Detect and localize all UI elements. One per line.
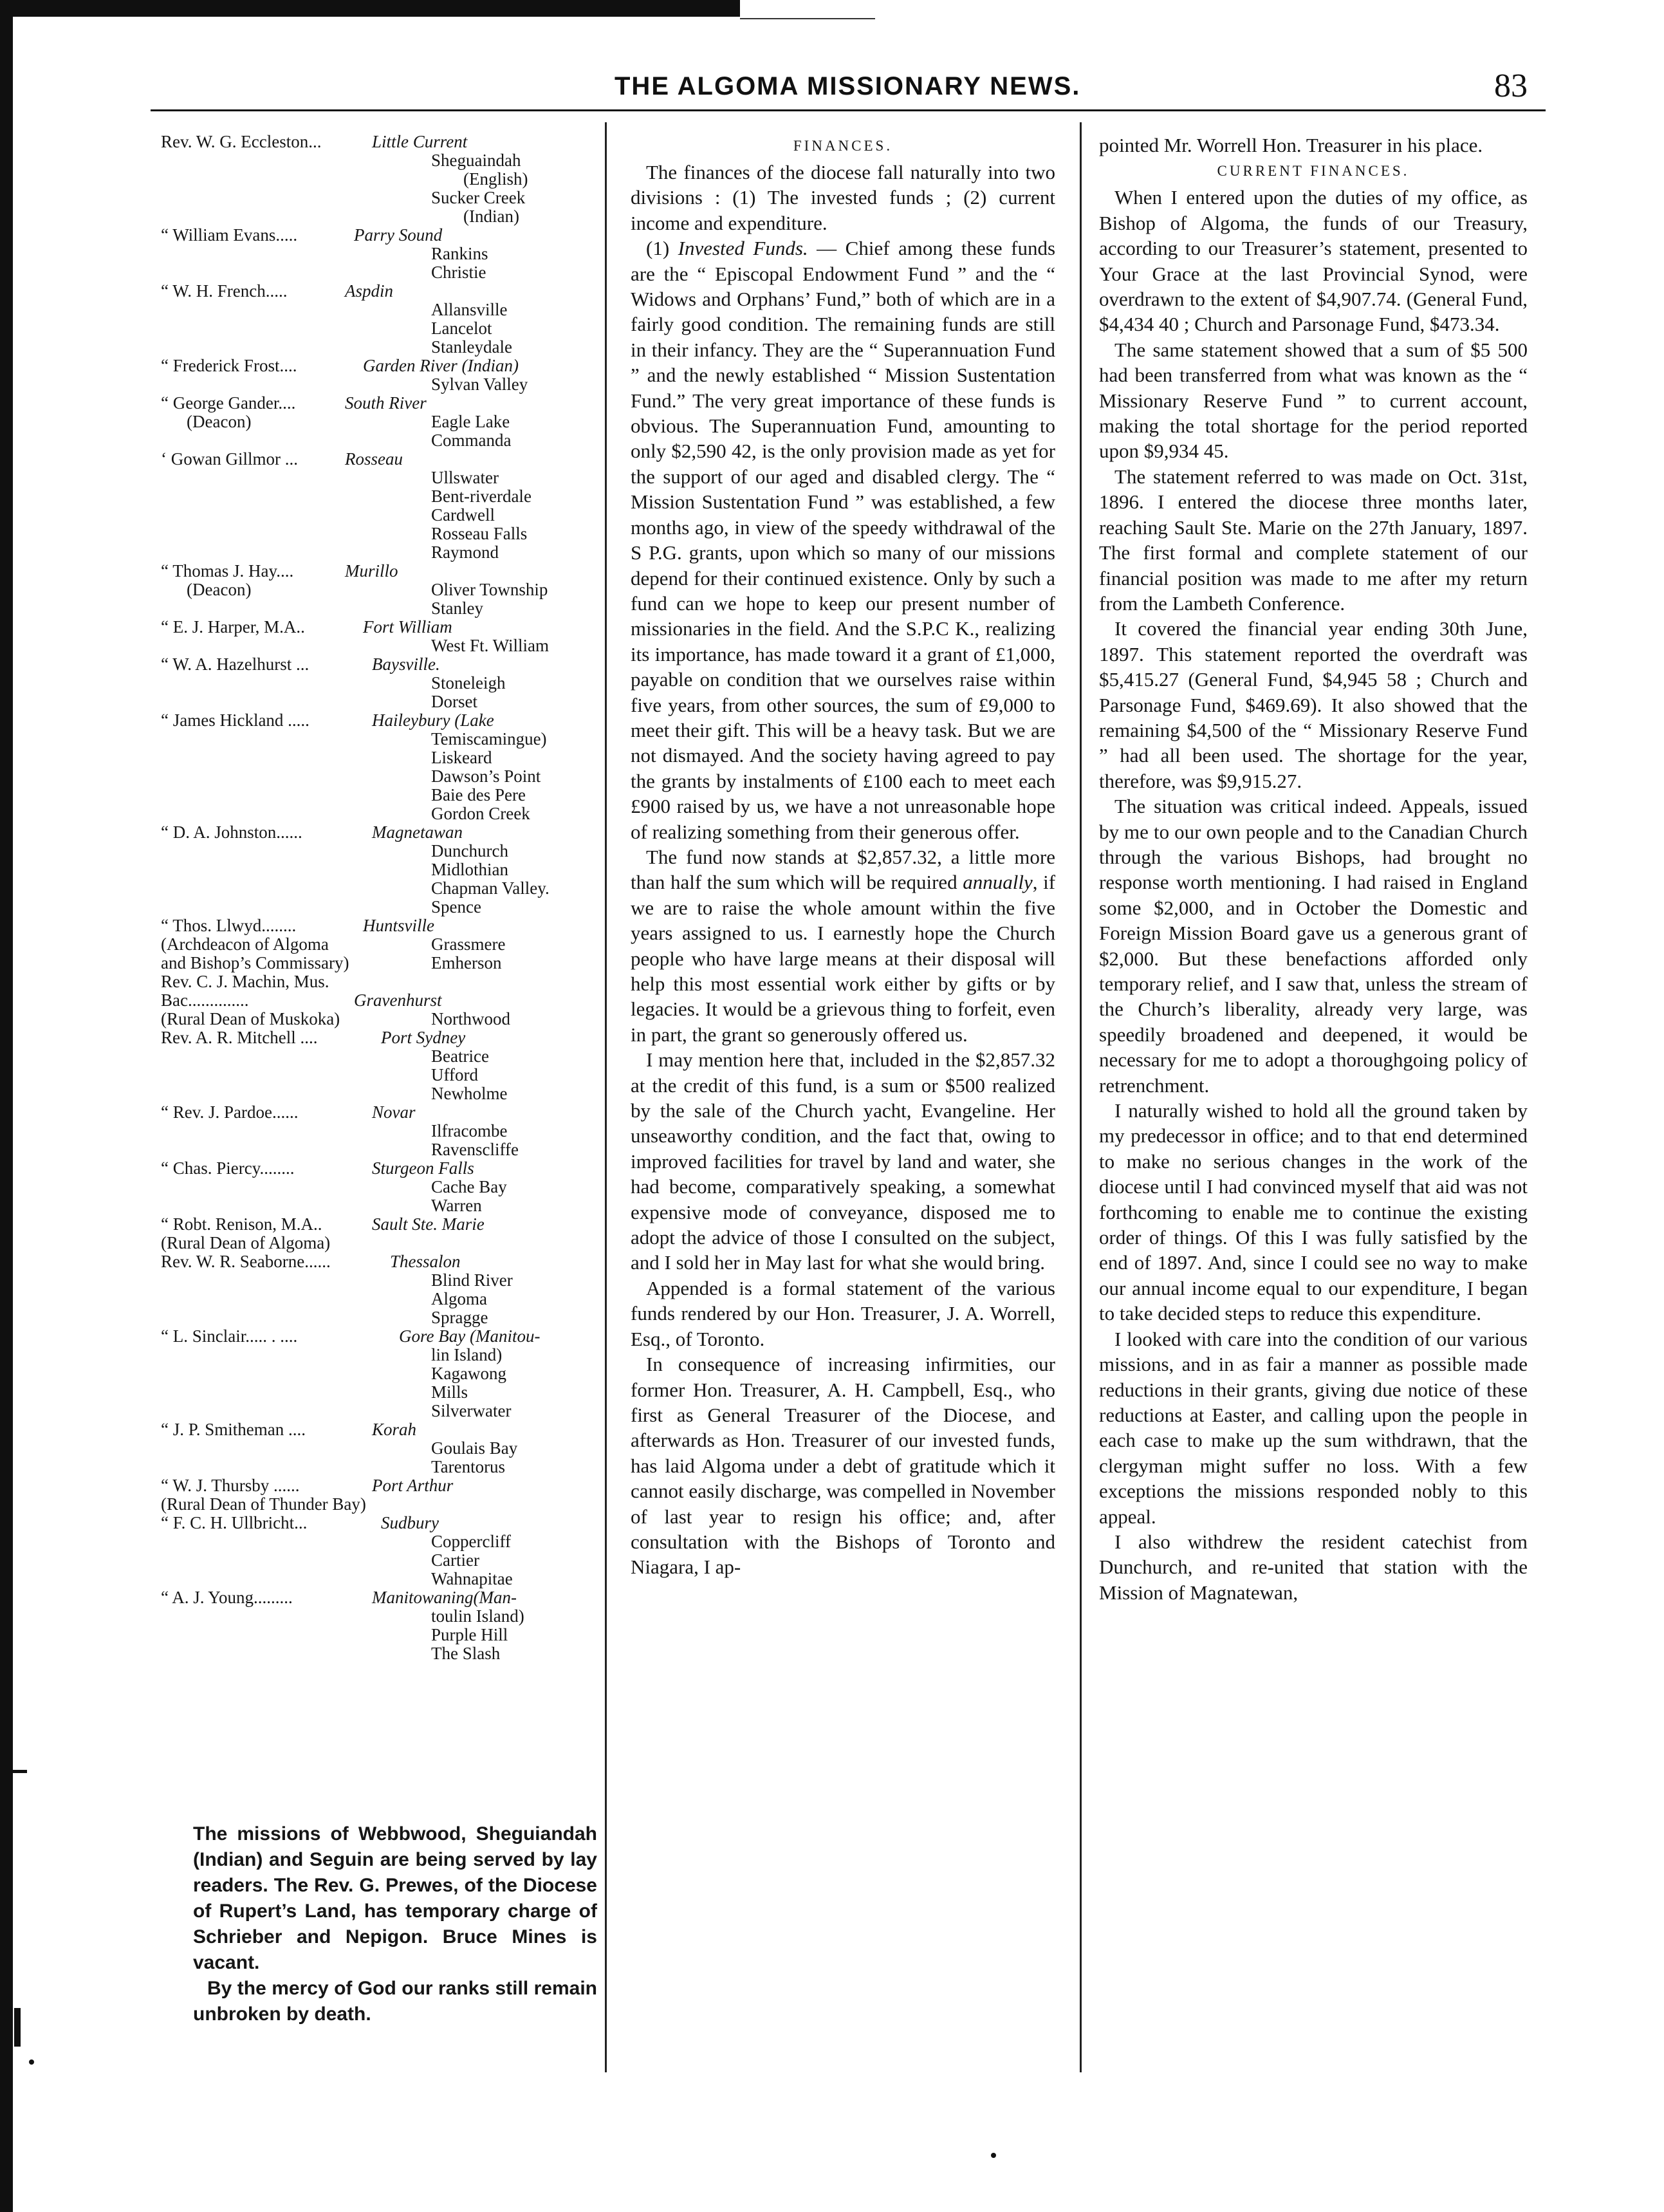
paragraph: pointed Mr. Worrell Hon. Treasurer in his place.: [1099, 134, 1483, 156]
clergy-name: “ Rev. J. Pardoe......: [161, 1102, 299, 1122]
mission-entry: [161, 1103, 605, 1159]
mission-place: Fort William: [363, 617, 452, 637]
clergy-name: “ F. C. H. Ullbricht...: [161, 1513, 308, 1532]
clergy-title: (Deacon): [187, 412, 252, 431]
mission-place: Sturgeon Falls: [372, 1158, 474, 1178]
paragraph: The statement referred to was made on Oct. 31st, 1896. I entered the diocese three months later, reaching Sault Ste. Marie on the 27th January, 1897. The first formal and complete statement of our financial position was made to me after my return from the Lambeth Conference.: [1099, 465, 1528, 615]
clergy-name: “ Robt. Renison, M.A..: [161, 1214, 322, 1234]
mission-place: (Indian): [463, 207, 519, 226]
mission-place: lin Island): [431, 1345, 503, 1364]
stray-dot: [29, 2059, 34, 2065]
clergy-name: “ James Hickland .....: [161, 711, 310, 730]
mission-place: Spence: [431, 897, 481, 916]
mission-place: Magnetawan: [372, 823, 463, 842]
clergy-name: “ W. J. Thursby ......: [161, 1476, 300, 1495]
mission-place: South River: [345, 393, 427, 413]
paragraph: I looked with care into the condition of our various missions, and in as fair a manner as possible made reductions in their grants, giving due notice of these reductions at Easter, and calling upon the people in each case to make up the sum withdrawn, that the clergyman might suffer no loss. With a few exceptions the missions responded nobly to this appeal.: [1099, 1327, 1528, 1528]
running-head: THE ALGOMA MISSIONARY NEWS.: [615, 72, 1081, 100]
mission-place: Sudbury: [381, 1513, 439, 1532]
mission-entry: [161, 1028, 605, 1103]
paragraph: I naturally wished to hold all the ground taken by my predecessor in office; and to that end determined to make no serious changes in the work of the diocese until I had convinced myself that aid was not forthcoming to enable me to continue the existing order of things. Of this I was fully satisfied by the end of 1897. And, since I could see no way to make our annual income equal to our expenditure, I began to take decided steps to reduce this expenditure.: [1099, 1099, 1528, 1325]
italic-phrase: annually: [963, 871, 1033, 894]
mission-entry: [161, 394, 605, 450]
paragraph: In consequence of increasing infirmities, our former Hon. Treasurer, A. H. Campbell, Esq., who first as General Treasurer of the Diocese, and afterwards as Hon. Treasurer of our invested funds, has laid Algoma under a debt of gratitude which it cannot easily discharge, was compelled in November of last year to resign his office; and, after consultation with the Bishops of Toronto and Niagara, I ap-: [631, 1353, 1055, 1579]
mission-place: (English): [463, 169, 528, 189]
mission-place: Garden River (Indian): [363, 356, 519, 375]
paragraph: I may mention here that, included in the $2,857.32 at the credit of this fund, is a sum or $500 realized by the sale of the Church yacht, Evangeline. Her unseaworthy condition, and the fact that, owing to improved facilities for travel by land and water, she had become, comparatively speaking, a somewhat expensive mode of conveyance, disposed me to adopt the advice of those I consulted on the subject, and I sold her in May last for what she would bring.: [631, 1048, 1055, 1274]
mission-place: toulin Island): [431, 1606, 524, 1626]
missions-list: [161, 133, 605, 1806]
paragraph: Appended is a formal statement of the various funds rendered by our Hon. Treasurer, J. A. Worrell, Esq., of Toronto.: [631, 1276, 1055, 1350]
mission-place: Cardwell: [431, 505, 495, 525]
margin-mark: [13, 1770, 27, 1773]
mission-place: Midlothian: [431, 860, 508, 879]
mission-entry: [161, 357, 605, 394]
header-rule: [151, 109, 1546, 111]
mission-place: Aspdin: [345, 281, 394, 301]
mission-place: Chapman Valley.: [431, 878, 550, 898]
current-finances-column: [1099, 133, 1528, 1605]
mission-entry: [161, 226, 605, 282]
clergy-name: “ Thomas J. Hay....: [161, 561, 294, 581]
mission-place: Dawson’s Point: [431, 767, 541, 786]
mission-entry: [161, 916, 605, 972]
paragraph: I also withdrew the resident catechist from Dunchurch, and re-united that station with the Mission of Magnatewan,: [1099, 1530, 1528, 1604]
mission-place: Cartier: [431, 1550, 479, 1570]
mission-place: Stanley: [431, 599, 483, 618]
clergy-name: “ William Evans.....: [161, 225, 298, 245]
mission-entry: [161, 1215, 605, 1252]
mission-place: Silverwater: [431, 1401, 512, 1420]
mission-place: Oliver Township: [431, 580, 548, 599]
mission-place: Raymond: [431, 543, 499, 562]
mission-place: Sucker Creek: [431, 188, 526, 207]
mission-place: West Ft. William: [431, 636, 549, 655]
mission-place: Ullswater: [431, 468, 499, 487]
mission-place: Purple Hill: [431, 1625, 508, 1644]
clergy-title: (Archdeacon of Algoma: [161, 934, 329, 954]
mission-place: Baie des Pere: [431, 785, 526, 804]
mission-entry: [161, 823, 605, 916]
mission-entry: [161, 1159, 605, 1215]
top-thin-rule: [740, 18, 875, 19]
mission-place: Sault Ste. Marie: [372, 1214, 485, 1234]
clergy-name: “ Thos. Llwyd........: [161, 916, 297, 935]
clergy-title: (Deacon): [187, 580, 252, 599]
finances-column: [631, 133, 1055, 1580]
mission-place: Bent-riverdale: [431, 487, 532, 506]
paragraph: The situation was critical indeed. Appeals, issued by me to our own people and to the Canadian Church through the various Bishops, had brought no response worth mentioning. I had raised in England some $2,000, and in October the Domestic and Foreign Mission Board gave us a generous grant of $2,000. But these benefactions afforded only temporary relief, and I saw that, unless the stream of the Church’s liberality, already very large, was speedily broadened and deepened, it would be necessary for me to adopt a thoroughgoing policy of retrenchment.: [1099, 795, 1528, 1097]
clergy-name: “ W. A. Hazelhurst ...: [161, 655, 310, 674]
mission-entry: [161, 1252, 605, 1327]
mission-place: Northwood: [431, 1009, 510, 1028]
clergy-title: and Bishop’s Commissary): [161, 953, 349, 972]
clergy-name: “ Chas. Piercy........: [161, 1158, 295, 1178]
mission-place: Sylvan Valley: [431, 375, 528, 394]
clergy-name: “ A. J. Young.........: [161, 1588, 293, 1607]
mission-place: Ilfracombe: [431, 1121, 508, 1140]
paragraph: The fund now stands at $2,857.32, a little more than half the sum which will be required annually, if we are to raise the whole amount within the five years assigned to us. I earnestly hope the Church people who have large means at their disposal will help this most essential work either by gifts or by legacies. It would be a grievous thing to forfeit, even in part, the grant so generously offered us.: [631, 845, 1056, 1046]
mission-place: Beatrice: [431, 1046, 489, 1066]
paragraph: (1) Invested Funds. — Chief among these funds are the “ Episcopal Endowment Fund ” and the “ Widows and Orphans’ Fund,” both of which are in a fairly good condition. The remaining funds are still in their infancy. They are the “ Superannuation Fund ” and the newly established “ Mission Sustentation Fund.” The very great importance of these funds is obvious. The Superannuation Fund, amounting to only $2,590 42, is the only provision made as yet for the support of our aged and disabled clergy. The “ Mission Sustentation Fund ” was established, a few months ago, in view of the speedy withdrawal of the S P.G. grants, upon which so many of our missions depend for their continued existence. Only by such a fund can we hope to keep our present number of missionaries in the field. And the S.P.C K., realizing its importance, has made toward it a grant of £1,000, payable on condition that we ourselves raise within five years, from other sources, the sum of £9,000 to meet their gift. This will be a heavy task. But we are not dismayed. And the society having agreed to pay the grants by instalments of £100 each to meet each £900 raised by us, we have a not unreasonable hope of realizing something from their generous offer.: [631, 237, 1056, 843]
clergy-name: Rev. C. J. Machin, Mus.: [161, 972, 329, 991]
stray-dot: [991, 2153, 996, 2158]
missions-list-footer: [193, 1821, 597, 2027]
top-border-rule: [0, 0, 740, 17]
clergy-name: “ L. Sinclair..... . ....: [161, 1326, 298, 1346]
clergy-name: Rev. A. R. Mitchell ....: [161, 1028, 318, 1047]
paragraph: It covered the financial year ending 30th June, 1897. This statement reported the overdraft was $5,415.27 (General Fund, $4,945 58 ; Church and Parsonage Fund, $469.69). It also showed that the remaining $4,500 of the “ Missionary Reserve Fund ” had all been used. The shortage for the year, therefore, was $9,915.27.: [1099, 617, 1528, 792]
column-divider: [605, 122, 607, 2072]
mission-place: Lancelot: [431, 319, 492, 338]
mission-entry: [161, 655, 605, 711]
mission-place: Stoneleigh: [431, 673, 506, 692]
mission-entry: [161, 1420, 605, 1476]
mission-place: Commanda: [431, 431, 512, 450]
clergy-name: ‘ Gowan Gillmor ...: [161, 449, 298, 469]
clergy-name: Rev. W. G. Eccleston...: [161, 132, 322, 151]
mission-place: Gravenhurst: [354, 990, 442, 1010]
footer-paragraph: The missions of Webbwood, Sheguiandah (Indian) and Seguin are being served by lay readers. The Rev. G. Prewes, of the Diocese of Rupert’s Land, has temporary charge of Schrieber and Nepigon. Bruce Mines is vacant.: [193, 1823, 597, 1973]
mission-place: Grassmere: [431, 934, 506, 954]
mission-place: Temiscamingue): [431, 729, 547, 748]
mission-place: Eagle Lake: [431, 412, 510, 431]
clergy-name: “ George Gander....: [161, 393, 296, 413]
mission-place: Novar: [372, 1102, 416, 1122]
mission-place: Goulais Bay: [431, 1438, 518, 1458]
paragraph: The same statement showed that a sum of $5 500 had been transferred from what was known as the “ Missionary Reserve Fund ” to current account, making the total shortage for the period reported upon $9,934 45.: [1099, 338, 1528, 463]
mission-entry: [161, 1588, 605, 1663]
mission-place: Newholme: [431, 1084, 508, 1103]
column-divider: [1080, 122, 1082, 2072]
clergy-name: “ W. H. French.....: [161, 281, 288, 301]
mission-place: Thessalon: [390, 1252, 461, 1271]
mission-place: Ravenscliffe: [431, 1140, 519, 1159]
clergy-name: Bac..............: [161, 990, 249, 1010]
section-heading: CURRENT FINANCES.: [1217, 163, 1410, 180]
mission-place: Kagawong: [431, 1364, 506, 1383]
clergy-name: “ E. J. Harper, M.A..: [161, 617, 305, 637]
mission-place: Allansville: [431, 300, 508, 319]
mission-entry: [161, 618, 605, 655]
mission-place: Christie: [431, 263, 486, 282]
paragraph: When I entered upon the duties of my office, as Bishop of Algoma, the funds of our Treasury, according to our Treasurer’s statement, presented to Your Grace at the last Provincial Synod, were overdrawn to the extent of $4,907.74. (General Fund, $4,434 40 ; Church and Parsonage Fund, $473.34.: [1099, 186, 1528, 336]
mission-place: Dorset: [431, 692, 477, 711]
margin-mark: [14, 2008, 21, 2047]
clergy-name: “ D. A. Johnston......: [161, 823, 302, 842]
mission-entry: [161, 133, 605, 226]
mission-place: Murillo: [345, 561, 398, 581]
mission-place: Spragge: [431, 1308, 488, 1327]
mission-place: Ufford: [431, 1065, 478, 1084]
mission-place: Algoma: [431, 1289, 487, 1308]
mission-place: Baysville.: [372, 655, 440, 674]
mission-place: Dunchurch: [431, 841, 508, 860]
mission-place: Rosseau: [345, 449, 403, 469]
mission-place: Manitowaning(Man-: [372, 1588, 517, 1607]
mission-entry: [161, 972, 605, 991]
mission-place: Emherson: [431, 953, 502, 972]
mission-place: Port Arthur: [372, 1476, 454, 1495]
mission-place: Wahnapitae: [431, 1569, 513, 1588]
clergy-name: “ Frederick Frost....: [161, 356, 297, 375]
mission-place: Gore Bay (Manitou-: [399, 1326, 541, 1346]
clergy-name: Rev. W. R. Seaborne......: [161, 1252, 331, 1271]
page-number: 83: [1494, 68, 1528, 104]
clergy-title: (Rural Dean of Thunder Bay): [161, 1494, 366, 1514]
clergy-title: (Rural Dean of Muskoka): [161, 1009, 340, 1028]
clergy-name: “ J. P. Smitheman ....: [161, 1420, 306, 1439]
mission-place: Warren: [431, 1196, 482, 1215]
italic-phrase: Invested Funds.: [678, 237, 808, 260]
mission-entry: [161, 991, 605, 1028]
mission-place: Tarentorus: [431, 1457, 506, 1476]
mission-place: The Slash: [431, 1644, 501, 1663]
mission-entry: [161, 282, 605, 357]
mission-entry: [161, 711, 605, 823]
mission-place: Sheguaindah: [431, 151, 521, 170]
paragraph: The finances of the diocese fall naturally into two divisions : (1) The invested funds ; (2) current income and expenditure.: [631, 161, 1055, 234]
mission-place: Gordon Creek: [431, 804, 530, 823]
footer-paragraph: By the mercy of God our ranks still remain unbroken by death.: [193, 1978, 597, 2025]
left-margin-rule: [0, 0, 13, 2212]
mission-place: Stanleydale: [431, 337, 512, 357]
mission-entry: [161, 1327, 605, 1420]
mission-entry: [161, 450, 605, 562]
mission-place: Port Sydney: [381, 1028, 466, 1047]
mission-place: Rankins: [431, 244, 488, 263]
mission-place: Mills: [431, 1382, 468, 1402]
mission-place: Parry Sound: [354, 225, 443, 245]
mission-place: Liskeard: [431, 748, 492, 767]
mission-place: Blind River: [431, 1270, 513, 1290]
mission-place: Huntsville: [363, 916, 434, 935]
mission-entry: [161, 562, 605, 618]
mission-entry: [161, 1514, 605, 1588]
clergy-title: (Rural Dean of Algoma): [161, 1233, 331, 1252]
section-heading: FINANCES.: [793, 138, 893, 154]
mission-place: Haileybury (Lake: [372, 711, 494, 730]
mission-entry: [161, 1476, 605, 1514]
mission-place: Cache Bay: [431, 1177, 507, 1196]
mission-place: Korah: [372, 1420, 417, 1439]
mission-place: Little Current: [372, 132, 468, 151]
mission-place: Rosseau Falls: [431, 524, 528, 543]
mission-place: Coppercliff: [431, 1532, 511, 1551]
